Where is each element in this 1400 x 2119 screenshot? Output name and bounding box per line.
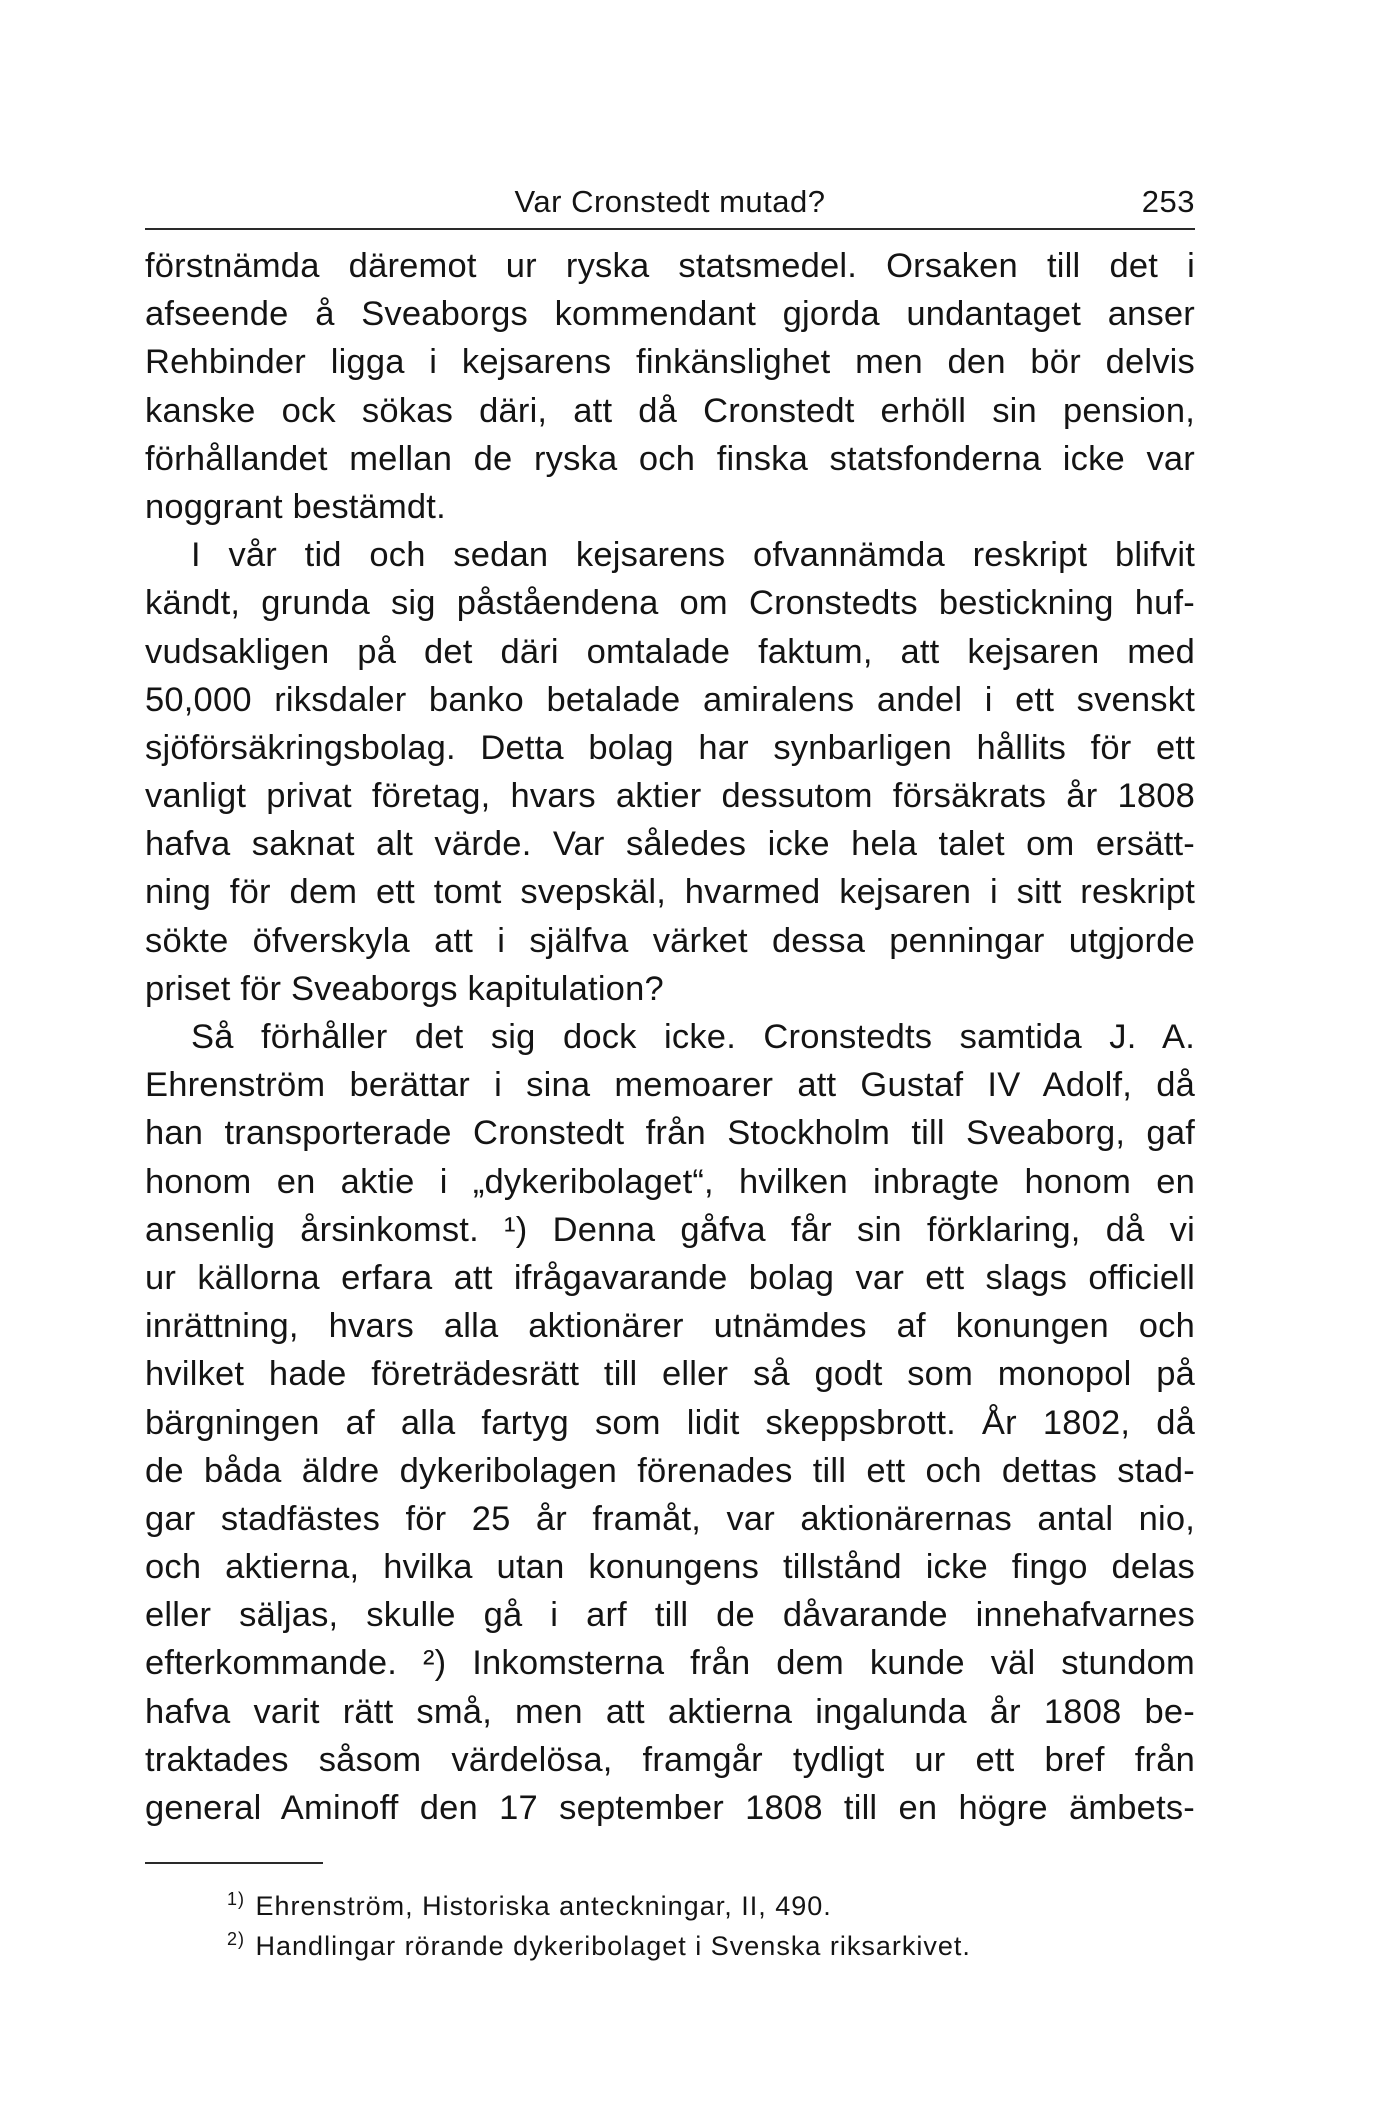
text-line: hafva varit rätt små, men att aktierna ingalunda år 1808 be- [145,1692,1195,1731]
page-number: 253 [1141,184,1195,219]
text-line: sökte öfverskyla att i själfva värket dessa penningar utgjorde [145,921,1195,960]
text-line: hafva saknat alt värde. Var således icke hela talet om ersätt- [145,825,1195,864]
text-line: ur källorna erfara att ifrågavarande bolag var ett slags officiell [145,1258,1195,1297]
header-rule [145,228,1195,230]
footnotes [145,1886,1195,1966]
footnote-marker: 2) [227,1929,246,1950]
text-line: förhållandet mellan de ryska och finska statsfonderna icke var [145,439,1195,478]
text-line: Rehbinder ligga i kejsarens finkänslighet men den bör delvis [145,343,1195,382]
running-title: Var Cronstedt mutad? [514,184,826,219]
text-line: eller säljas, skulle gå i arf till de dåvarande innehafvarnes [145,1596,1195,1635]
text-line: kanske ock sökas däri, att då Cronstedt erhöll sin pension, [145,391,1195,430]
footnote-text: Handlingar rörande dykeribolaget i Svenska riksarkivet. [255,1931,971,1962]
text-line: sjöförsäkringsbolag. Detta bolag har synbarligen hållits för ett [145,728,1195,767]
text-line: inrättning, hvars alla aktionärer utnämdes af konungen och [145,1307,1195,1346]
text-line: gar stadfästes för 25 år framåt, var aktionärernas antal nio, [145,1499,1195,1538]
text-line: hvilket hade företrädesrätt till eller så godt som monopol på [145,1355,1195,1394]
text-line: honom en aktie i „dykeribolaget“, hvilken inbragte honom en [145,1162,1195,1201]
text-line: Så förhåller det sig dock icke. Cronstedts samtida J. A. [191,1018,1195,1056]
text-line: 50,000 riksdaler banko betalade amiralens andel i ett svenskt [145,680,1195,719]
text-line: vudsakligen på det däri omtalade faktum, att kejsaren med [145,632,1195,671]
footnote-marker: 1) [227,1889,246,1910]
text-line: traktades såsom värdelösa, framgår tydligt ur ett bref från [145,1740,1195,1779]
text-line: de båda äldre dykeribolagen förenades till ett och dettas stad- [145,1451,1195,1490]
text-line: han transporterade Cronstedt från Stockholm till Sveaborg, gaf [145,1114,1195,1153]
text-line: vanligt privat företag, hvars aktier dessutom försäkrats år 1808 [145,777,1195,816]
text-line: ning för dem ett tomt svepskäl, hvarmed kejsaren i sitt reskript [145,873,1195,912]
body-text [145,242,1195,1832]
text-line: noggrant bestämdt. [145,487,446,526]
footnote-text: Ehrenström, Historiska anteckningar, II, 490. [255,1891,832,1922]
book-page [145,170,1195,1966]
text-line: Ehrenström berättar i sina memoarer att Gustaf IV Adolf, då [145,1066,1195,1105]
footnote-rule [145,1862,323,1864]
text-line: I vår tid och sedan kejsarens ofvannämda reskript blifvit [191,536,1195,575]
text-line: afseende å Sveaborgs kommendant gjorda undantaget anser [145,295,1195,334]
text-line: general Aminoff den 17 september 1808 till en högre ämbets- [145,1789,1195,1827]
text-line: priset för Sveaborgs kapitulation? [145,969,664,1008]
text-line: bärgningen af alla fartyg som lidit skeppsbrott. År 1802, då [145,1403,1195,1442]
text-line: kändt, grunda sig påståendena om Cronstedts bestickning huf- [145,584,1195,623]
text-line: och aktierna, hvilka utan konungens tillstånd icke fingo delas [145,1548,1195,1587]
text-line: efterkommande. ²) Inkomsterna från dem kunde väl stundom [145,1644,1195,1683]
text-line: förstnämda däremot ur ryska statsmedel. Orsaken till det i [145,247,1195,285]
footnote-1 [227,1886,1195,1926]
running-head [145,170,1195,224]
text-line: ansenlig årsinkomst. ¹) Denna gåfva får sin förklaring, då vi [145,1210,1195,1249]
footnote-2 [227,1926,1195,1966]
